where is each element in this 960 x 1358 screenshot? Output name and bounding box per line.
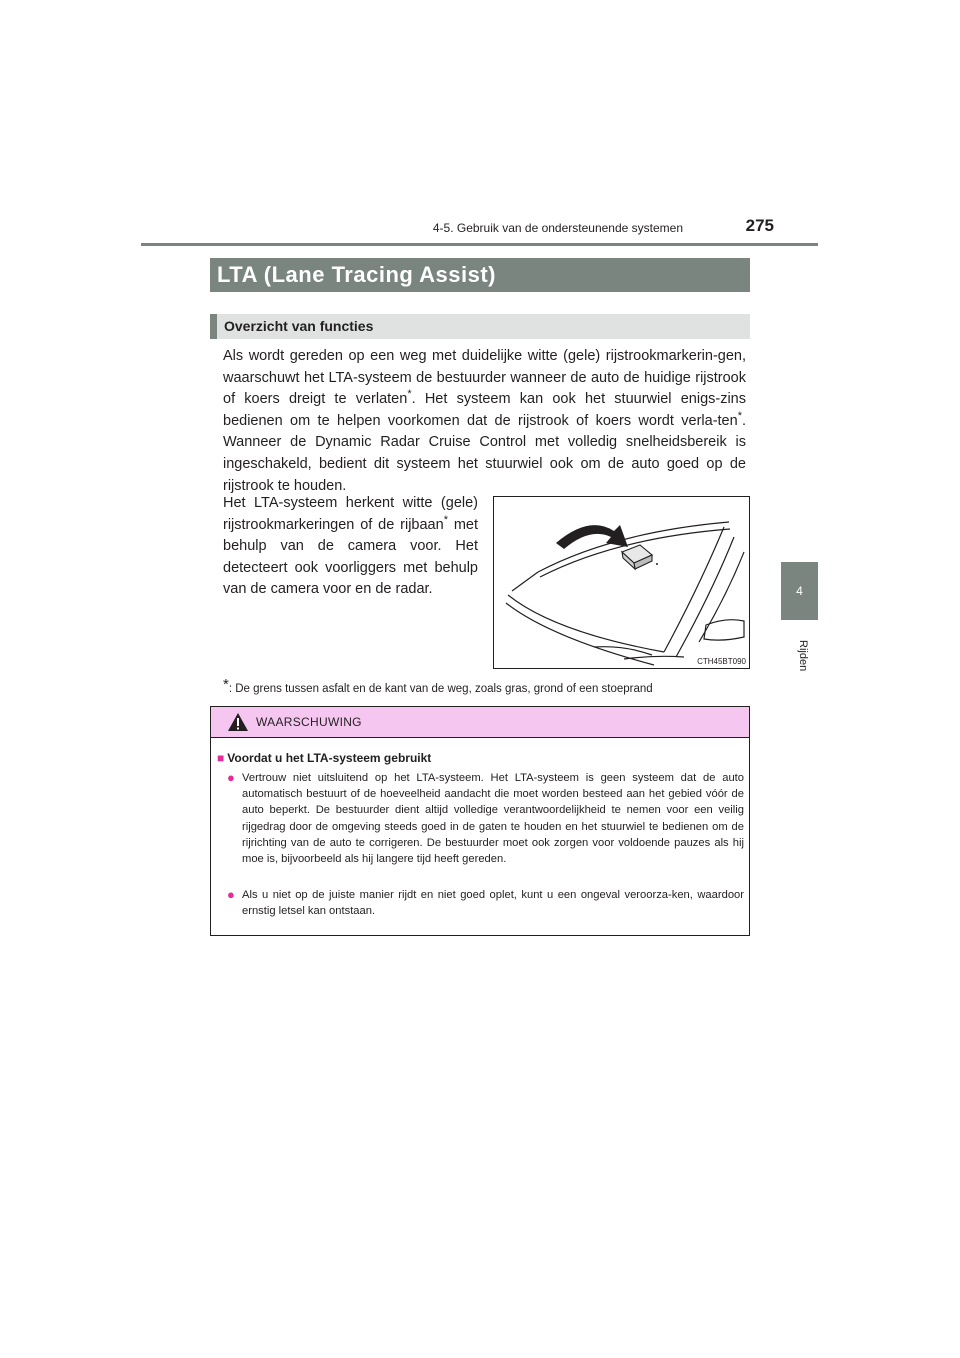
detection-text-2: met behulp van de camera voor. Het detecteert ook voorliggers met behulp van de camera voor en de radar. [223,516,479,598]
subsection-title: Overzicht van functies [224,318,374,334]
warning-heading [217,751,431,765]
detection-text-1: Het LTA-systeem herkent witte (gele) rijstrookmarkeringen of de rijbaan [223,495,478,533]
chapter-tab [781,562,818,620]
footnote-marker: * [443,513,448,526]
intro-text-3: . Wanneer de Dynamic Radar Cruise Control met volledig snelheidsbereik is ingeschakeld, bedient dit systeem het stuurwiel ook om de auto goed op de rijstrook te houden. [223,412,746,494]
footnote-text: : De grens tussen asfalt en de kant van de weg, zoals gras, grond of een stoeprand [228,683,653,695]
section-title: LTA (Lane Tracing Assist) [217,262,496,287]
warning-bullet-text: Vertrouw niet uitsluitend op het LTA-systeem. Het LTA-systeem is geen systeem dat de auto automatisch bestuurt of de hoeveelheid aandacht die moet worden besteed aan het gebied vóór de auto beperkt. De bestuurder dient altijd volledige verantwoordelijkheid te nemen voor een veilig rijgedrag door de omgeving steeds goed in de gaten te houden en het stuurwiel te bedienen om de rijrichting van de auto te corrigeren. De bestuurder moet ook zorgen voor voldoende pauzes als hij moe is, bijvoorbeeld als hij langere tijd heeft gereden. [242,772,744,866]
page-number: 275 [745,216,774,235]
footnote-marker: * [407,388,412,401]
warning-bullet [227,887,744,919]
warning-triangle-icon [227,712,249,732]
windshield-camera-illustration-icon [494,497,749,668]
square-bullet-icon: ■ [217,751,225,765]
subsection-bar [210,314,750,339]
chapter-number: 4 [796,584,803,598]
intro-text-1: Als wordt gereden op een weg met duidelijke witte (gele) rijstrookmarkerin-gen, waarschuwt het LTA-systeem de bestuurder wanneer de auto de huidige rijstrook of koers dreigt te verlaten [223,348,746,408]
footnote [223,677,753,697]
warning-header [211,707,749,738]
warning-bullet-text: Als u niet op de juiste manier rijdt en niet goed oplet, kunt u een ongeval veroorza-ken, waardoor ernstig letsel kan ontstaan. [242,889,744,918]
detection-paragraph [223,493,478,601]
footnote-marker: * [737,409,742,422]
warning-heading-text: Voordat u het LTA-systeem gebruikt [227,751,432,765]
round-bullet-icon: ● [227,887,235,902]
figure-code: CTH45BT090 [697,657,746,666]
footnote-star: * [223,676,229,693]
round-bullet-icon: ● [227,770,235,785]
warning-title: WAARSCHUWING [256,715,362,729]
intro-paragraph [223,346,746,497]
windshield-camera-figure [493,496,750,669]
section-title-bar [210,258,750,292]
chapter-name: Rijden [797,640,809,672]
header-divider [141,243,818,246]
warning-bullet [227,770,744,867]
warning-box [210,706,750,936]
intro-text-2: . Het systeem kan ook het stuurwiel enigs-zins bedienen om te helpen voorkomen dat de rijstrook of koers wordt verla-ten [223,391,746,429]
header-section-title: 4-5. Gebruik van de ondersteunende systemen [432,221,683,235]
